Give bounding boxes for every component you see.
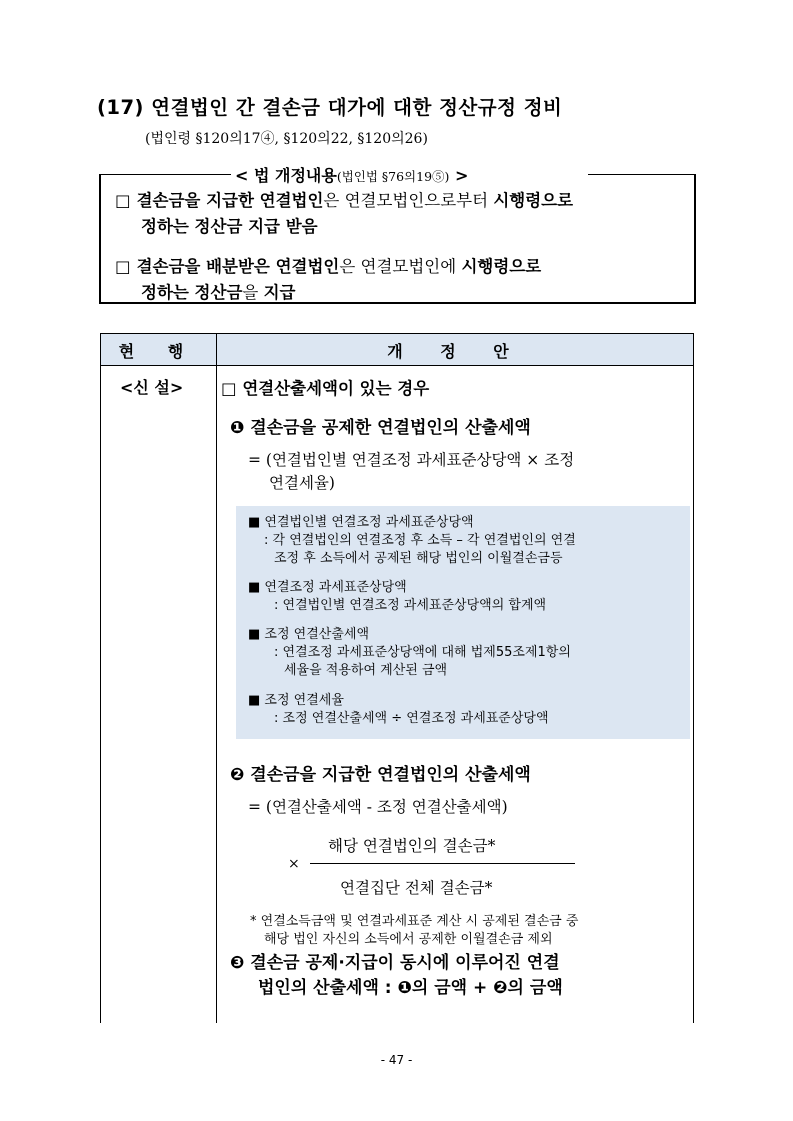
item-subject: 결손금을 지급한 연결법인 [136, 191, 324, 210]
definition-desc: : 조정 연결산출세액 ÷ 연결조정 과세표준상당액 [274, 711, 549, 726]
fraction-times: × [288, 856, 300, 872]
header-proposed: 개 정 안 [387, 342, 525, 361]
footnote-line: * 연결소득금액 및 연결과세표준 계산 시 공제된 결손금 중 [250, 914, 579, 929]
definition-term: ■ 조정 연결세율 [248, 693, 344, 708]
table-column-divider [216, 366, 217, 1023]
section-3-line: 법인의 산출세액 : ❶의 금액 + ❷의 금액 [258, 978, 563, 998]
definition-item [248, 579, 688, 615]
item-emphasis: 지급 [263, 283, 296, 302]
caption-law-ref: (법인법 §76의19⑤) [336, 169, 450, 184]
fraction-numerator: 해당 연결법인의 결손금* [328, 837, 496, 855]
definition-item [248, 692, 688, 728]
section-2-title: ❷ 결손금을 지급한 연결법인의 산출세액 [230, 765, 531, 785]
comparison-table [100, 333, 694, 1023]
definitions-box [236, 506, 690, 739]
section-3-line: ❸ 결손금 공제·지급이 동시에 이루어진 연결 [230, 953, 560, 973]
definition-desc: : 각 연결법인의 연결조정 후 소득 – 각 연결법인의 연결 [264, 533, 576, 548]
checkbox-glyph: □ [115, 257, 131, 276]
item-subject: 결손금을 배분받은 연결법인 [136, 257, 340, 276]
case-heading-text: 연결산출세액이 있는 경우 [242, 379, 430, 398]
header-current: 현 행 [118, 342, 198, 361]
caption-open: < 법 개정내용 [235, 166, 337, 185]
table-left-border [100, 366, 101, 1023]
section-1-formula [248, 449, 688, 495]
item-emphasis: 정하는 정산금 [141, 283, 243, 302]
section-title: (17) 연결법인 간 결손금 대가에 대한 정산규정 정비 [97, 96, 563, 119]
item-emphasis: 시행령으로 [493, 191, 574, 210]
definition-term: ■ 연결조정 과세표준상당액 [248, 580, 407, 595]
definition-desc: 조정 후 소득에서 공제된 해당 법인의 이월결손금등 [274, 551, 563, 566]
section-2-formula: = (연결산출세액 - 조정 연결산출세액) [248, 798, 508, 816]
definition-term: ■ 연결법인별 연결조정 과세표준상당액 [248, 515, 474, 530]
checkbox-glyph: □ [221, 379, 237, 398]
definition-item [248, 514, 688, 568]
fraction-denominator: 연결집단 전체 결손금* [340, 879, 493, 897]
item-text: 을 [242, 283, 264, 302]
amendment-box [99, 174, 696, 304]
definition-item [248, 626, 688, 680]
law-reference: (법인령 §120의17④, §120의22, §120의26) [145, 131, 428, 147]
case-heading [221, 375, 429, 399]
section-3-title [230, 951, 690, 1001]
amendment-item [115, 254, 695, 306]
item-emphasis: 시행령으로 [461, 257, 542, 276]
item-continuation [115, 280, 695, 306]
formula-line: = (연결법인별 연결조정 과세표준상당액 × 조정 [248, 451, 575, 469]
current-cell-text: <신 설> [120, 378, 184, 397]
header-divider [216, 333, 217, 366]
item-text: 은 연결모법인에 [339, 257, 462, 276]
item-text: 은 연결모법인으로부터 [323, 191, 494, 210]
caption-close: > [449, 166, 469, 185]
page-number: - 47 - [380, 1053, 413, 1067]
formula-line: 연결세율) [269, 474, 335, 492]
item-continuation: 정하는 정산금 지급 받음 [141, 217, 318, 236]
fraction-bar [310, 863, 575, 864]
footnote-line: 해당 법인 자신의 소득에서 공제한 이월결손금 제외 [264, 932, 553, 947]
footnote [250, 913, 690, 949]
definition-term: ■ 조정 연결산출세액 [248, 627, 370, 642]
section-1-title: ❶ 결손금을 공제한 연결법인의 산출세액 [230, 418, 531, 438]
table-right-border [693, 366, 694, 1023]
checkbox-glyph: □ [115, 191, 131, 210]
definition-desc: : 연결법인별 연결조정 과세표준상당액의 합계액 [274, 598, 547, 613]
definition-desc: 세율을 적용하여 계산된 금액 [284, 663, 448, 678]
amendment-item [115, 188, 695, 240]
definition-desc: : 연결조정 과세표준상당액에 대해 법제55조제1항의 [274, 645, 571, 660]
